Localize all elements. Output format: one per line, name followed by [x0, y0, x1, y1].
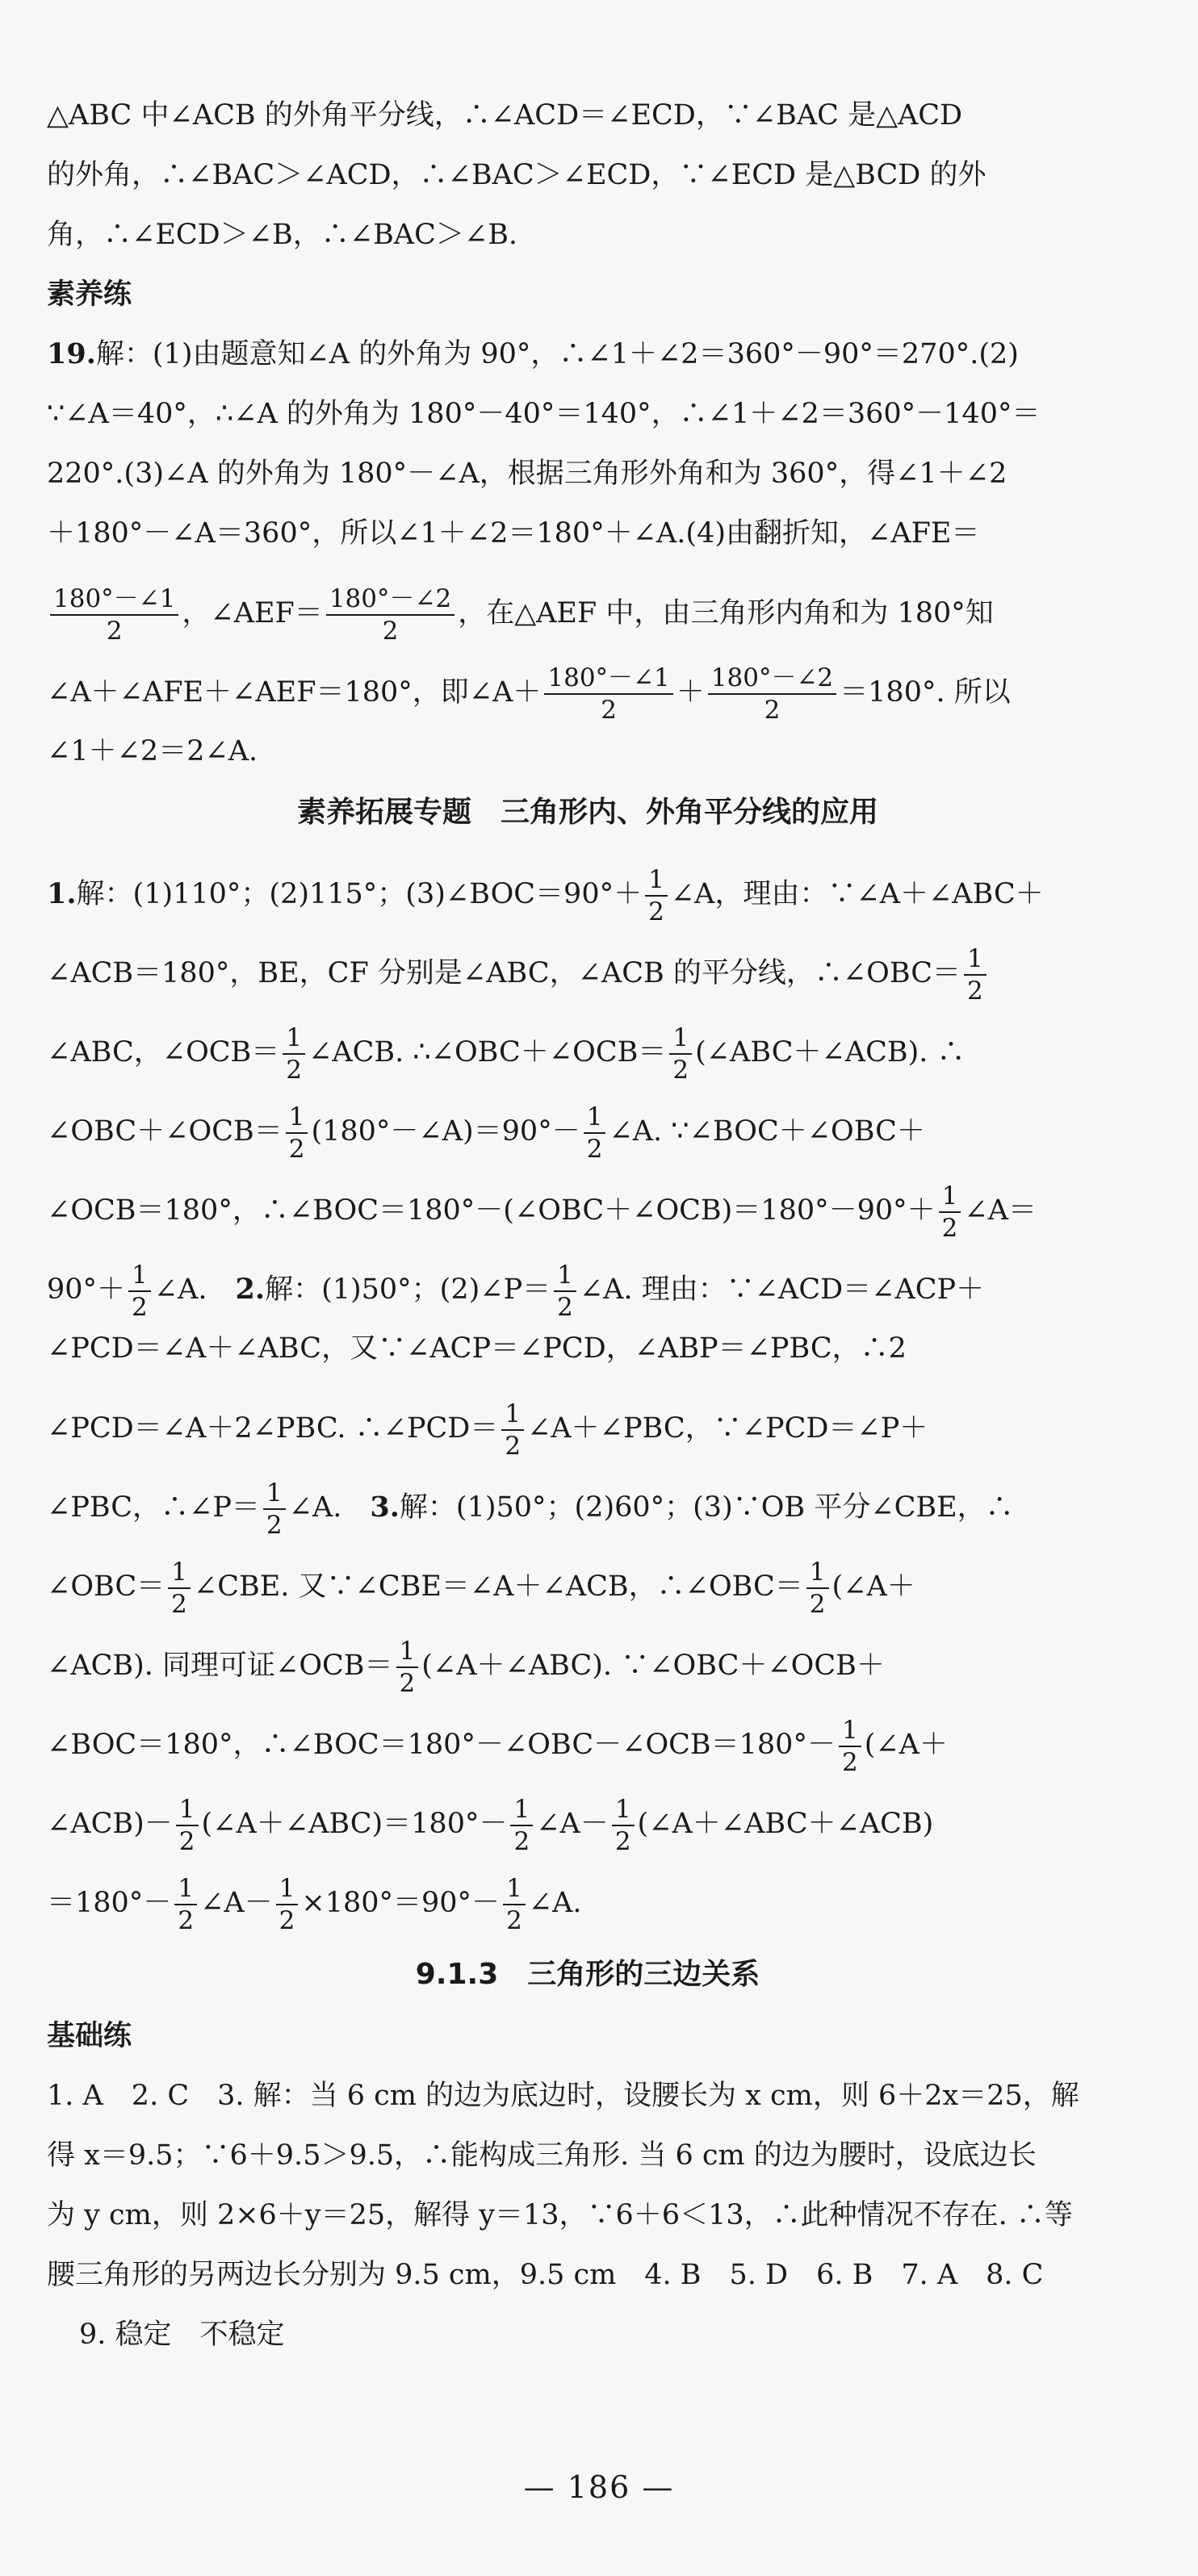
fraction-half: $\frac{1}{2}$	[669, 1022, 692, 1085]
fraction-half: $\frac{1}{2}$	[510, 1794, 533, 1857]
topic-line: ∠OBC＋∠OCB＝ $\frac{1}{2}$ (180°－∠A)＝90°－ $\frac{1}{2}$ ∠A. ∵∠BOC＋∠OBC＋	[47, 1102, 925, 1164]
fraction-half: $\frac{1}{2}$	[645, 864, 668, 927]
fraction-half: $\frac{1}{2}$	[584, 1102, 606, 1165]
topic-title: 素养拓展专题 三角形内、外角平分线的应用	[296, 796, 878, 829]
fraction-half: $\frac{1}{2}$	[806, 1557, 829, 1620]
fraction-half: $\frac{1}{2}$	[939, 1181, 961, 1244]
fraction-half: $\frac{1}{2}$	[964, 943, 986, 1006]
fraction-half: $\frac{1}{2}$	[501, 1399, 524, 1462]
topic-line: ∠ACB＝180°，BE，CF 分别是∠ABC，∠ACB 的平分线，∴∠OBC＝ $\frac{1}{2}$	[47, 935, 1129, 1012]
q19-line: ∵∠A＝40°，∴∠A 的外角为 180°－40°＝140°，∴∠1＋∠2＝360°－140°＝	[47, 398, 1041, 430]
section-title-913: 9.1.3 三角形的三边关系	[415, 1958, 760, 1991]
fraction-half: $\frac{1}{2}$	[174, 1873, 197, 1936]
fraction-half: $\frac{1}{2}$	[839, 1715, 861, 1778]
topic-line: 1.解：(1)110°；(2)115°；(3)∠BOC＝90°＋ $\frac{1}{2}$ ∠A，理由：∵∠A＋∠ABC＋	[47, 864, 1044, 926]
fraction-half: $\frac{1}{2}$	[128, 1260, 151, 1323]
page-number: — 186 —	[523, 2469, 675, 2505]
topic-line: ＝180°－ $\frac{1}{2}$ ∠A－ $\frac{1}{2}$ ×180°＝90°－ $\frac{1}{2}$ ∠A.	[47, 1873, 582, 1935]
basic-line: 得 x＝9.5；∵6＋9.5＞9.5，∴能构成三角形. 当 6 cm 的边为腰时，设底边长	[47, 2139, 1037, 2172]
question-number: 19.	[47, 337, 96, 370]
fraction-half: $\frac{1}{2}$	[396, 1636, 419, 1699]
section-heading-jichu: 基础练	[47, 2020, 132, 2052]
fraction-half: $\frac{1}{2}$	[263, 1478, 286, 1541]
q19-line: 19.解：(1)由题意知∠A 的外角为 90°，∴∠1＋∠2＝360°－90°＝270°.(2)	[47, 337, 1019, 370]
topic-line: ∠PBC，∴∠P＝ $\frac{1}{2}$ ∠A. 3.解：(1)50°；(2)60°；(3)∵OB 平分∠CBE，∴	[47, 1478, 1014, 1540]
basic-line: 9. 稳定 不稳定	[79, 2319, 285, 2351]
topic-line: ∠ACB)－ $\frac{1}{2}$ (∠A＋∠ABC)＝180°－ $\frac{1}{2}$ ∠A－ $\frac{1}{2}$ (∠A＋∠ABC＋∠ACB)	[47, 1794, 934, 1856]
fraction: $\frac{180^\circ-\angle 1}{2}$	[544, 663, 672, 726]
topic-line: ∠BOC＝180°，∴∠BOC＝180°－∠OBC－∠OCB＝180°－ $\frac{1}{2}$ (∠A＋	[47, 1715, 948, 1777]
fraction-half: $\frac{1}{2}$	[286, 1102, 308, 1165]
topic-line: ∠ABC，∠OCB＝ $\frac{1}{2}$ ∠ACB. ∴∠OBC＋∠OCB＝ $\frac{1}{2}$ (∠ABC＋∠ACB). ∴	[47, 1022, 966, 1085]
q19-line: ∠A＋∠AFE＋∠AEF＝180°，即∠A＋ $\frac{180^\circ-\angle 1}{2}$ ＋ $\frac{180^\circ-\angle 2}{2}$ ＝180°. 所以	[47, 663, 1011, 725]
section-heading-suyang: 素养练	[47, 278, 132, 311]
fraction: $\frac{180^\circ-\angle 2}{2}$	[708, 663, 836, 726]
fraction-half: $\frac{1}{2}$	[554, 1260, 576, 1323]
topic-line: ∠ACB). 同理可证∠OCB＝ $\frac{1}{2}$ (∠A＋∠ABC). ∵∠OBC＋∠OCB＋	[47, 1636, 885, 1698]
q19-line: ＋180°－∠A＝360°，所以∠1＋∠2＝180°＋∠A.(4)由翻折知，∠AFE＝	[47, 517, 980, 550]
fraction-half: $\frac{1}{2}$	[612, 1794, 635, 1857]
q19-line: ∠1＋∠2＝2∠A.	[47, 735, 258, 767]
topic-line: ∠PCD＝∠A＋2∠PBC. ∴∠PCD＝ $\frac{1}{2}$ ∠A＋∠PBC，∵∠PCD＝∠P＋	[47, 1399, 928, 1461]
fraction-half: $\frac{1}{2}$	[283, 1022, 305, 1085]
fraction: $\frac{180^\circ-\angle 2}{2}$	[326, 583, 454, 646]
q19-line: 220°.(3)∠A 的外角为 180°－∠A，根据三角形外角和为 360°，得∠1＋∠2	[47, 458, 1007, 490]
text-line: 的外角，∴∠BAC＞∠ACD，∴∠BAC＞∠ECD，∵∠ECD 是△BCD 的外	[47, 159, 986, 191]
topic-line: 90°＋ $\frac{1}{2}$ ∠A. 2.解：(1)50°；(2)∠P＝ $\frac{1}{2}$ ∠A. 理由：∵∠ACD＝∠ACP＋	[47, 1260, 985, 1322]
fraction-half: $\frac{1}{2}$	[276, 1873, 299, 1936]
text-line: △ABC 中∠ACB 的外角平分线，∴∠ACD＝∠ECD，∵∠BAC 是△ACD	[47, 99, 963, 132]
text-line: 角，∴∠ECD＞∠B，∴∠BAC＞∠B.	[47, 219, 518, 251]
fraction-half: $\frac{1}{2}$	[503, 1873, 526, 1936]
fraction: $\frac{180^\circ-\angle 1}{2}$	[50, 583, 178, 646]
fraction-half: $\frac{1}{2}$	[176, 1794, 199, 1857]
fraction-half: $\frac{1}{2}$	[168, 1557, 191, 1620]
topic-line: ∠OBC＝ $\frac{1}{2}$ ∠CBE. 又∵∠CBE＝∠A＋∠ACB，∴∠OBC＝ $\frac{1}{2}$ (∠A＋	[47, 1557, 915, 1619]
q19-line: $\frac{180^\circ-\angle 1}{2}$ ，∠AEF＝ $\frac{180^\circ-\angle 2}{2}$ ，在△AEF 中，由三角形内角和为 180°知	[47, 575, 1129, 652]
answer-page	[47, 97, 1129, 2376]
basic-line: 为 y cm，则 2×6＋y＝25，解得 y＝13，∵6＋6＜13，∴此种情况不存在. ∴等	[47, 2199, 1073, 2231]
basic-line: 1. A 2. C 3. 解：当 6 cm 的边为底边时，设腰长为 x cm，则 6＋2x＝25，解	[47, 2080, 1079, 2112]
topic-line: ∠PCD＝∠A＋∠ABC，又∵∠ACP＝∠PCD，∠ABP＝∠PBC，∴2	[47, 1332, 907, 1365]
topic-line: ∠OCB＝180°，∴∠BOC＝180°－(∠OBC＋∠OCB)＝180°－90°＋ $\frac{1}{2}$ ∠A＝	[47, 1181, 1037, 1243]
basic-line: 腰三角形的另两边长分别为 9.5 cm，9.5 cm 4. B 5. D 6. B 7. A 8. C	[47, 2259, 1044, 2291]
